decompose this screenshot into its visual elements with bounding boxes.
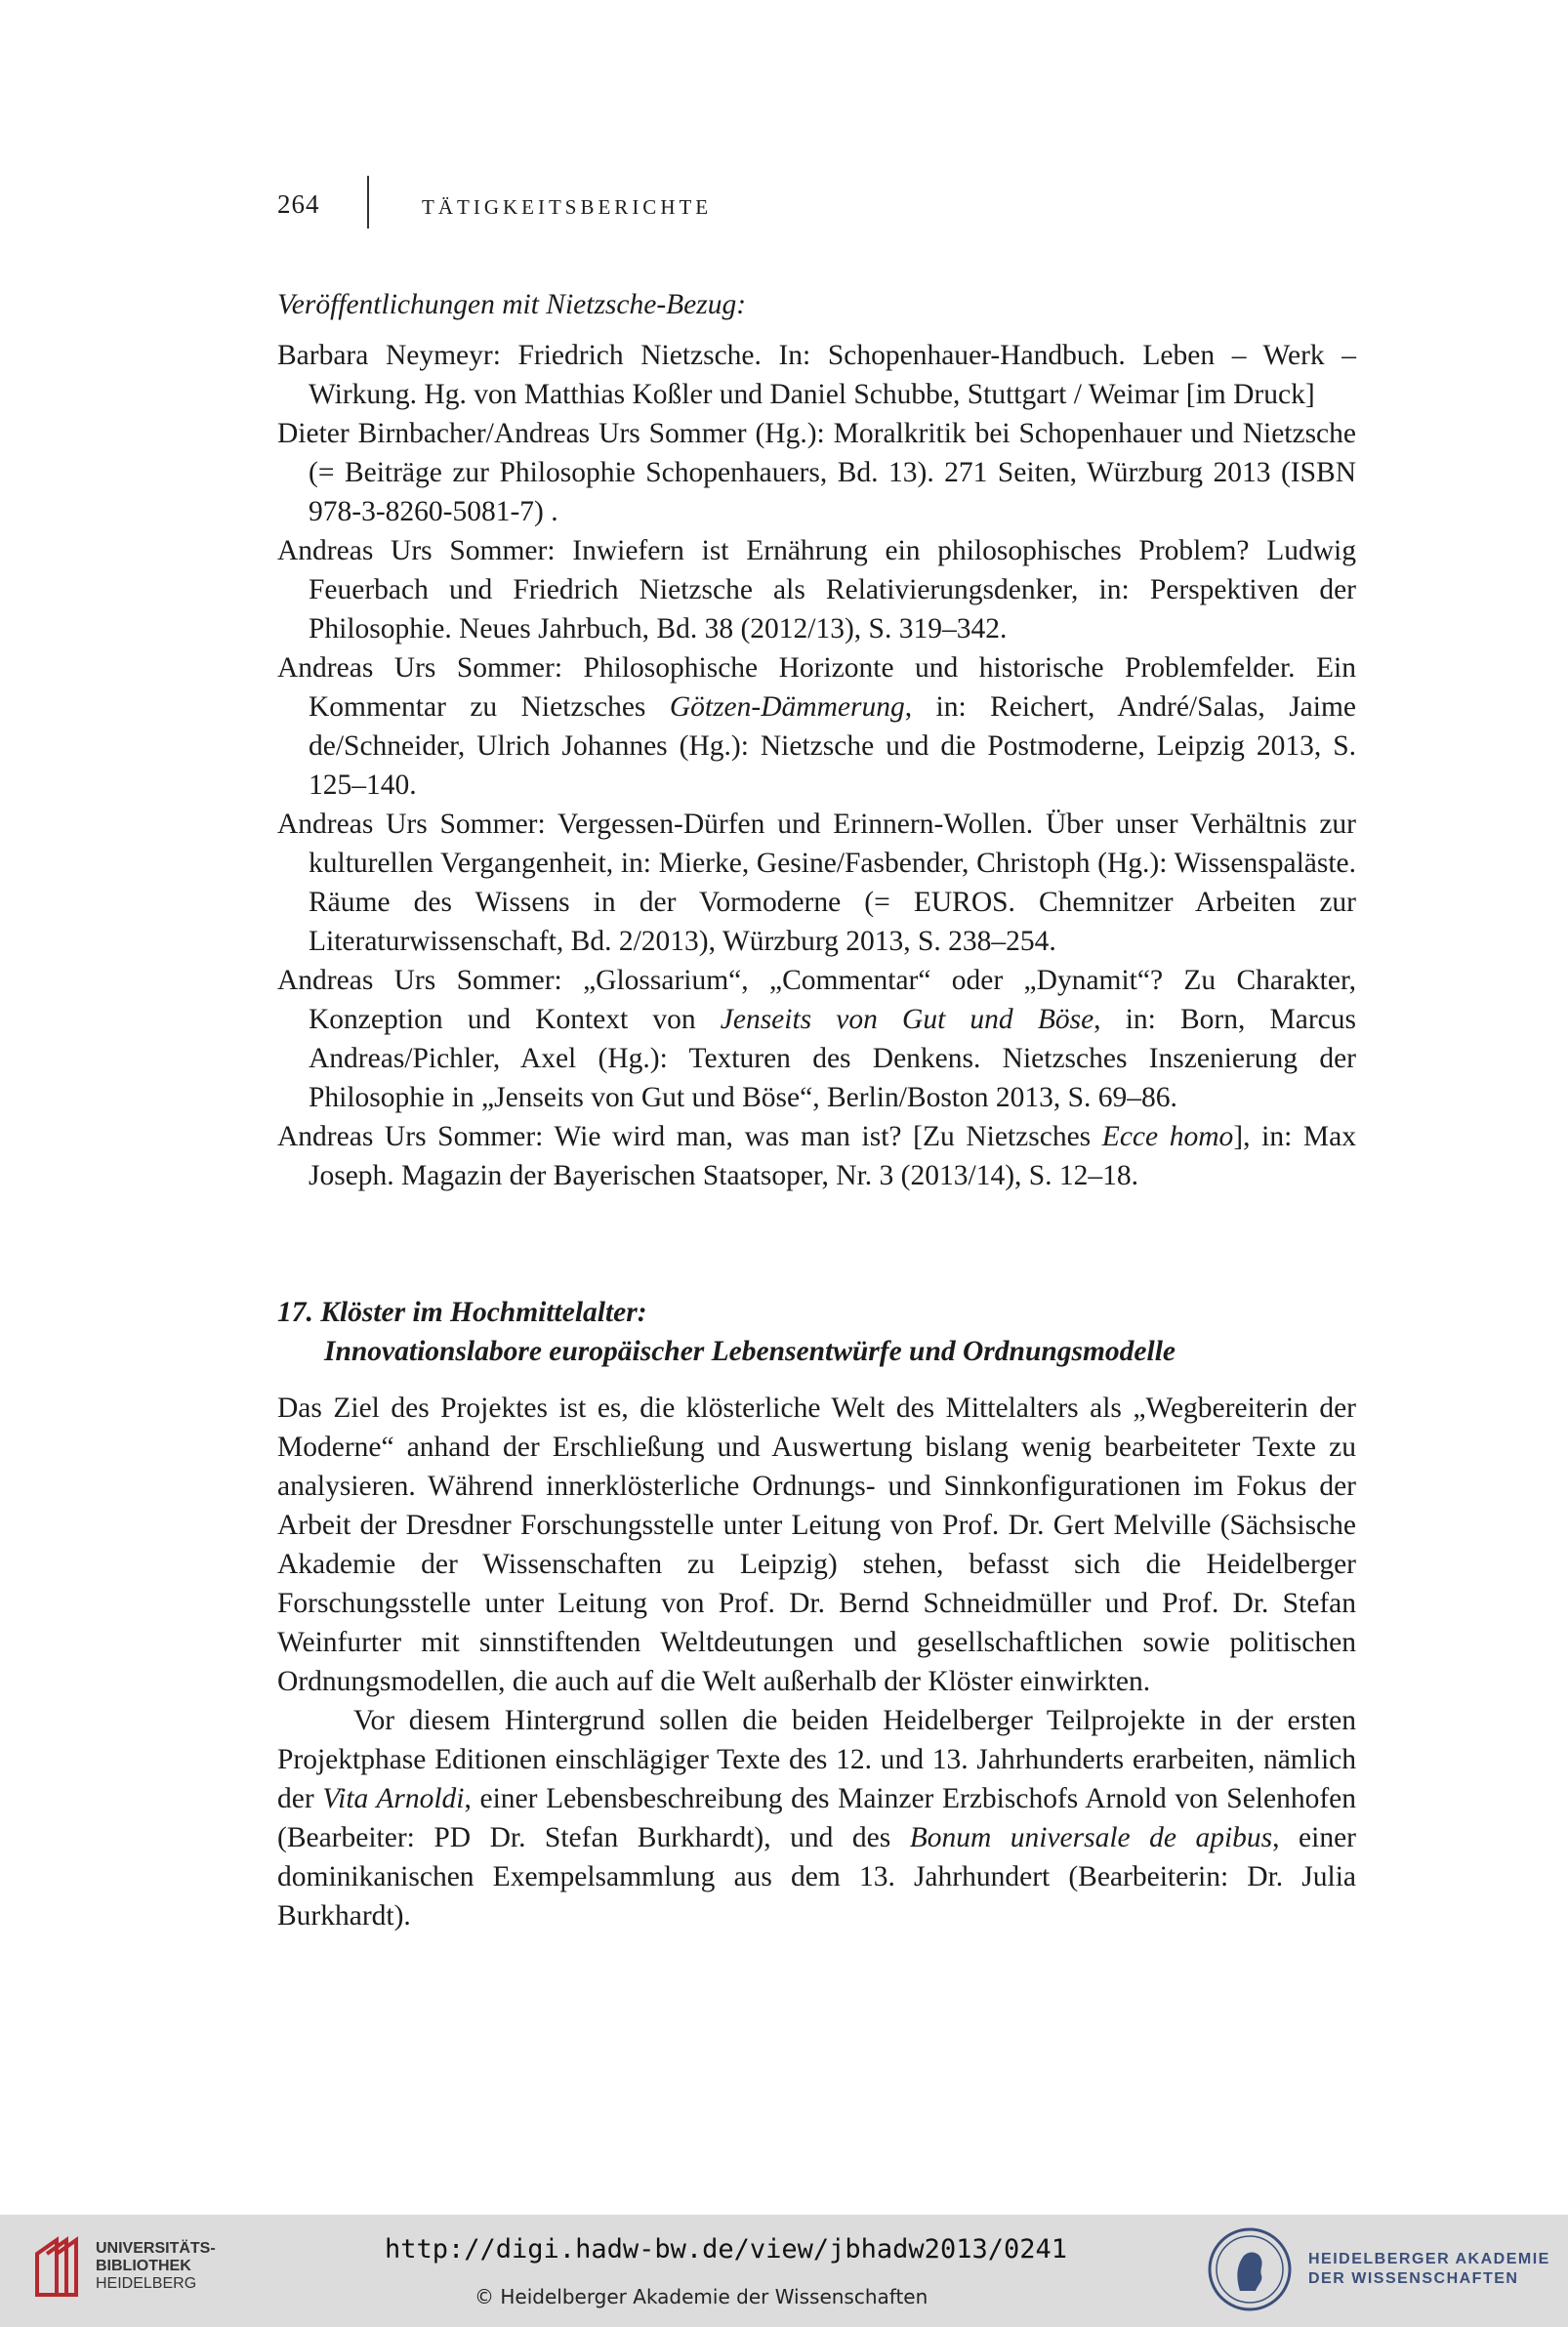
entry-text: Andreas Urs Sommer: Philosophische Horizonte und historische Problemfelder. Ein Kommentar zu Nietzsches <box>277 652 1356 723</box>
publication-entry: Barbara Neymeyr: Friedrich Nietzsche. In: Schopenhauer-Handbuch. Leben – Werk – Wirkung. Hg. von Matthias Koßler und Daniel Schubbe, Stuttgart / Weimar [im Druck] <box>277 340 1356 410</box>
paragraph-text: Vor diesem Hintergrund sollen die beiden Heidelberger Teilprojekte in der ersten Projektphase Editionen einschlägiger Texte des 12. und 13. Jahrhunderts erarbeiten, nämlich der <box>277 1705 1356 1814</box>
library-name-line: UNIVERSITÄTS- <box>96 2240 216 2257</box>
section-title: 17. Klöster im Hochmittelalter: <box>277 1297 647 1328</box>
section-subtitle: Innovationslabore europäischer Lebensentwürfe und Ordnungsmodelle <box>324 1336 1176 1367</box>
university-library-name <box>96 2240 216 2293</box>
project-section <box>277 1293 1356 1935</box>
entry-text: ], in: Max Joseph. Magazin der Bayerischen Staatsoper, Nr. 3 (2013/14), S. 12–18. <box>309 1121 1356 1191</box>
page-body <box>277 285 1356 1935</box>
paragraph-text: , einer Lebensbeschreibung des Mainzer Erzbischofs Arnold von Selenhofen (Bearbeiter: PD Dr. Stefan Burkhardt), und des <box>277 1783 1356 1853</box>
body-paragraph: Das Ziel des Projektes ist es, die klösterliche Welt des Mittelalters als „Wegbereiterin der Moderne“ anhand der Erschließung und Auswertung bislang wenig bearbeiteter Texte zu analysieren. Während innerklösterliche Ordnungs- und Sinnkonfigurationen im Fokus der Arbeit der Dresdner Forschungsstelle unter Leitung von Prof. Dr. Gert Melville (Sächsische Akademie der Wissenschaften zu Leipzig) stehen, befasst sich die Heidelberger Forschungsstelle unter Leitung von Prof. Dr. Bernd Schneidmüller und Prof. Dr. Stefan Weinfurter mit sinnstiftenden Weltdeutungen und gesellschaftlichen sowie politischen Ordnungsmodellen, die auch auf die Welt außerhalb der Klöster einwirkten. <box>277 1392 1356 1697</box>
publication-entry <box>277 961 1356 1117</box>
work-title-italic: Vita Arnoldi <box>322 1783 465 1814</box>
body-paragraph <box>277 1701 1356 1935</box>
permalink-url[interactable]: http://digi.hadw-bw.de/view/jbhadw2013/0241 <box>385 2234 1067 2265</box>
academy-name-line: HEIDELBERGER AKADEMIE <box>1308 2251 1550 2267</box>
footer-bar <box>0 2215 1568 2327</box>
library-name-line: BIBLIOTHEK <box>96 2258 191 2274</box>
entry-text: , in: Reichert, André/Salas, Jaime de/Schneider, Ulrich Johannes (Hg.): Nietzsche und die Postmoderne, Leipzig 2013, S. 125–140. <box>309 691 1357 801</box>
library-name-line: HEIDELBERG <box>96 2275 197 2292</box>
university-library-logo-icon <box>33 2232 86 2303</box>
academy-name <box>1308 2250 1550 2289</box>
entry-text: , in: Born, Marcus Andreas/Pichler, Axel (Hg.): Texturen des Denkens. Nietzsches Inszenierung der Philosophie in „Jenseits von Gut und Böse“, Berlin/Boston 2013, S. 69–86. <box>309 1004 1356 1113</box>
entry-text: Andreas Urs Sommer: Wie wird man, was man ist? [Zu Nietzsches <box>277 1121 1102 1152</box>
paragraph-text: , einer dominikanischen Exempelsammlung aus dem 13. Jahrhundert (Bearbeiterin: Dr. Julia Burkhardt). <box>277 1822 1356 1932</box>
publication-entry: Andreas Urs Sommer: Vergessen-Dürfen und Erinnern-Wollen. Über unser Verhältnis zur kulturellen Vergangenheit, in: Mierke, Gesine/Fasbender, Christoph (Hg.): Wissenspaläste. Räume des Wissens in der Vormoderne (= EUROS. Chemnitzer Arbeiten zur Literaturwissenschaft, Bd. 2/2013), Würzburg 2013, S. 238–254. <box>277 809 1356 957</box>
publication-entry: Andreas Urs Sommer: Inwiefern ist Ernährung ein philosophisches Problem? Ludwig Feuerbach und Friedrich Nietzsche als Relativierungsdenker, in: Perspektiven der Philosophie. Neues Jahrbuch, Bd. 38 (2012/13), S. 319–342. <box>277 535 1356 644</box>
entry-title-italic: Jenseits von Gut und Böse <box>720 1004 1094 1035</box>
publication-entry <box>277 648 1356 805</box>
work-title-italic: Bonum universale de apibus <box>909 1822 1273 1853</box>
copyright-notice: © Heidelberger Akademie der Wissenschaften <box>475 2285 928 2308</box>
academy-name-line: DER WISSENSCHAFTEN <box>1308 2270 1519 2287</box>
academy-seal-icon <box>1207 2226 1293 2312</box>
entry-text: Andreas Urs Sommer: „Glossarium“, „Commentar“ oder „Dynamit“? Zu Charakter, Konzeption und Kontext von <box>277 965 1356 1035</box>
running-head: TÄTIGKEITSBERICHTE <box>422 195 713 219</box>
header-divider <box>367 176 369 229</box>
entry-title-italic: Ecce homo <box>1101 1121 1234 1152</box>
entry-title-italic: Götzen-Dämmerung <box>669 691 905 723</box>
publications-heading: Veröffentlichungen mit Nietzsche-Bezug: <box>277 289 747 320</box>
publication-entry <box>277 1117 1356 1195</box>
page-number: 264 <box>277 189 320 219</box>
publication-entry: Dieter Birnbacher/Andreas Urs Sommer (Hg.): Moralkritik bei Schopenhauer und Nietzsche (= Beiträge zur Philosophie Schopenhauers, Bd. 13). 271 Seiten, Würzburg 2013 (ISBN 978-3-8260-5081-7) . <box>277 418 1356 527</box>
